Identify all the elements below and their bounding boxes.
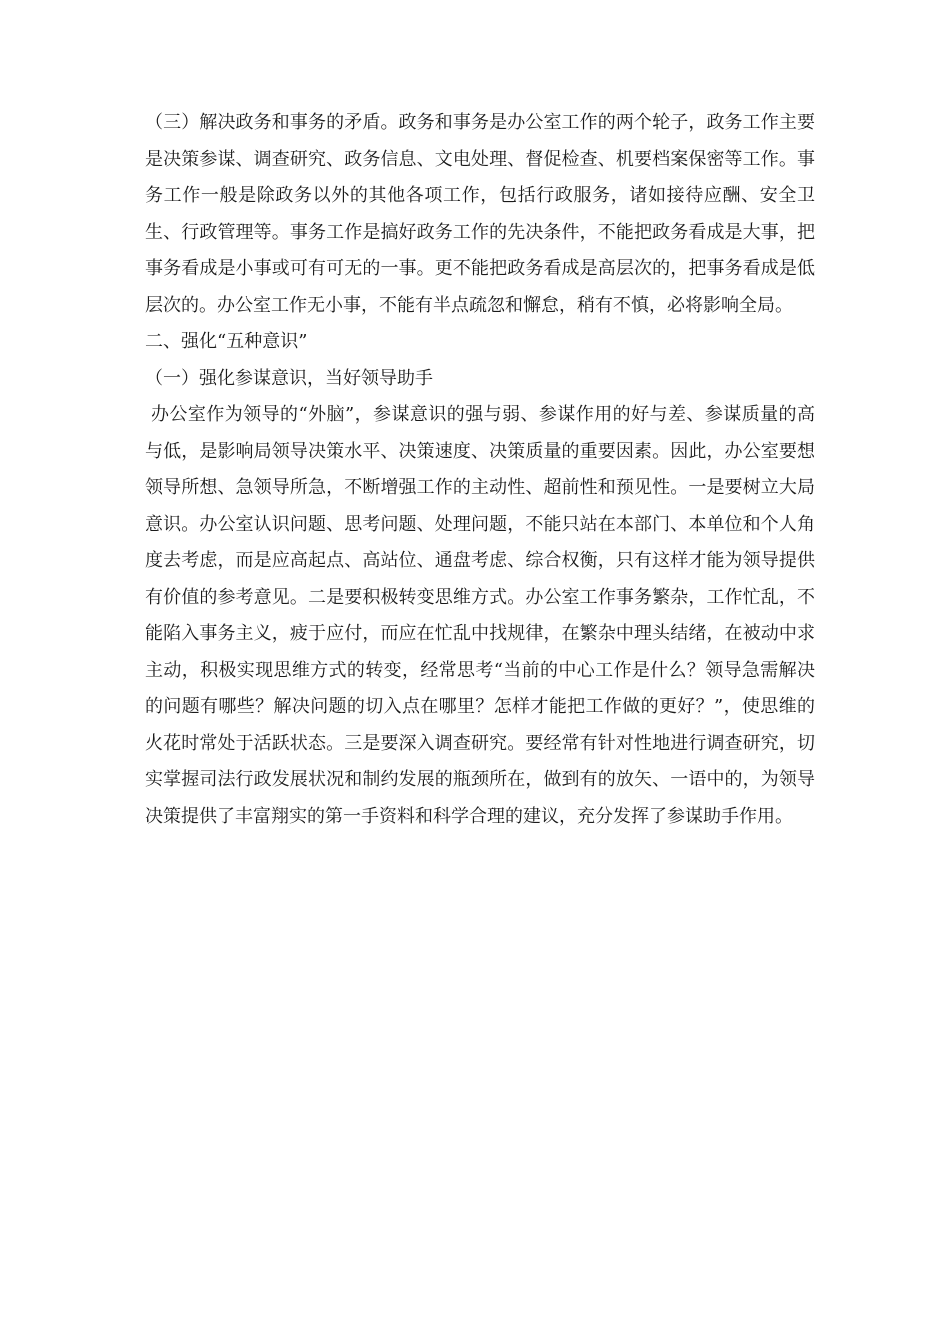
subsection-heading-advisory-awareness: （一）强化参谋意识，当好领导助手 [145,367,433,389]
paragraph-advisory-role: 办公室作为领导的“外脑”，参谋意识的强与弱、参谋作用的好与差、参谋质量的高与低，是影响局领导决策水平、决策速度、决策质量的重要因素。因此，办公室要想领导所想、急领导所急，不断增强工作的主动性、超前性和预见性。一是要树立大局意识。办公室认识问题、思考问题、处理问题，不能只站在本部门、本单位和个人角度去考虑，而是应高起点、高站位、通盘考虑、综合权衡，只有这样才能为领导提供有价值的参考意见。二是要积极转变思维方式。办公室工作事务繁杂，工作忙乱，不能陷入事务主义，疲于应付，而应在忙乱中找规律，在繁杂中理头结绪，在被动中求主动，积极实现思维方式的转变，经常思考“当前的中心工作是什么？领导急需解决的问题有哪些？解决问题的切入点在哪里？怎样才能把工作做的更好？”，使思维的火花时常处于活跃状态。三是要深入调查研究。要经常有针对性地进行调查研究，切实掌握司法行政发展状况和制约发展的瓶颈所在，做到有的放矢、一语中的，为领导决策提供了丰富翔实的第一手资料和科学合理的建议，充分发挥了参谋助手作用。 [145,404,815,827]
section-heading-five-awareness: 二、强化“五种意识” [145,331,308,352]
paragraph-resolve-conflict: （三）解决政务和事务的矛盾。政务和事务是办公室工作的两个轮子，政务工作主要是决策参谋、调查研究、政务信息、文电处理、督促检查、机要档案保密等工作。事务工作一般是除政务以外的其他各项工作，包括行政服务，诸如接待应酬、安全卫生、行政管理等。事务工作是搞好政务工作的先决条件，不能把政务看成是大事，把事务看成是小事或可有可无的一事。更不能把政务看成是高层次的，把事务看成是低层次的。办公室工作无小事，不能有半点疏忽和懈怠，稍有不慎，必将影响全局。 [145,112,815,316]
document-body [145,105,815,835]
